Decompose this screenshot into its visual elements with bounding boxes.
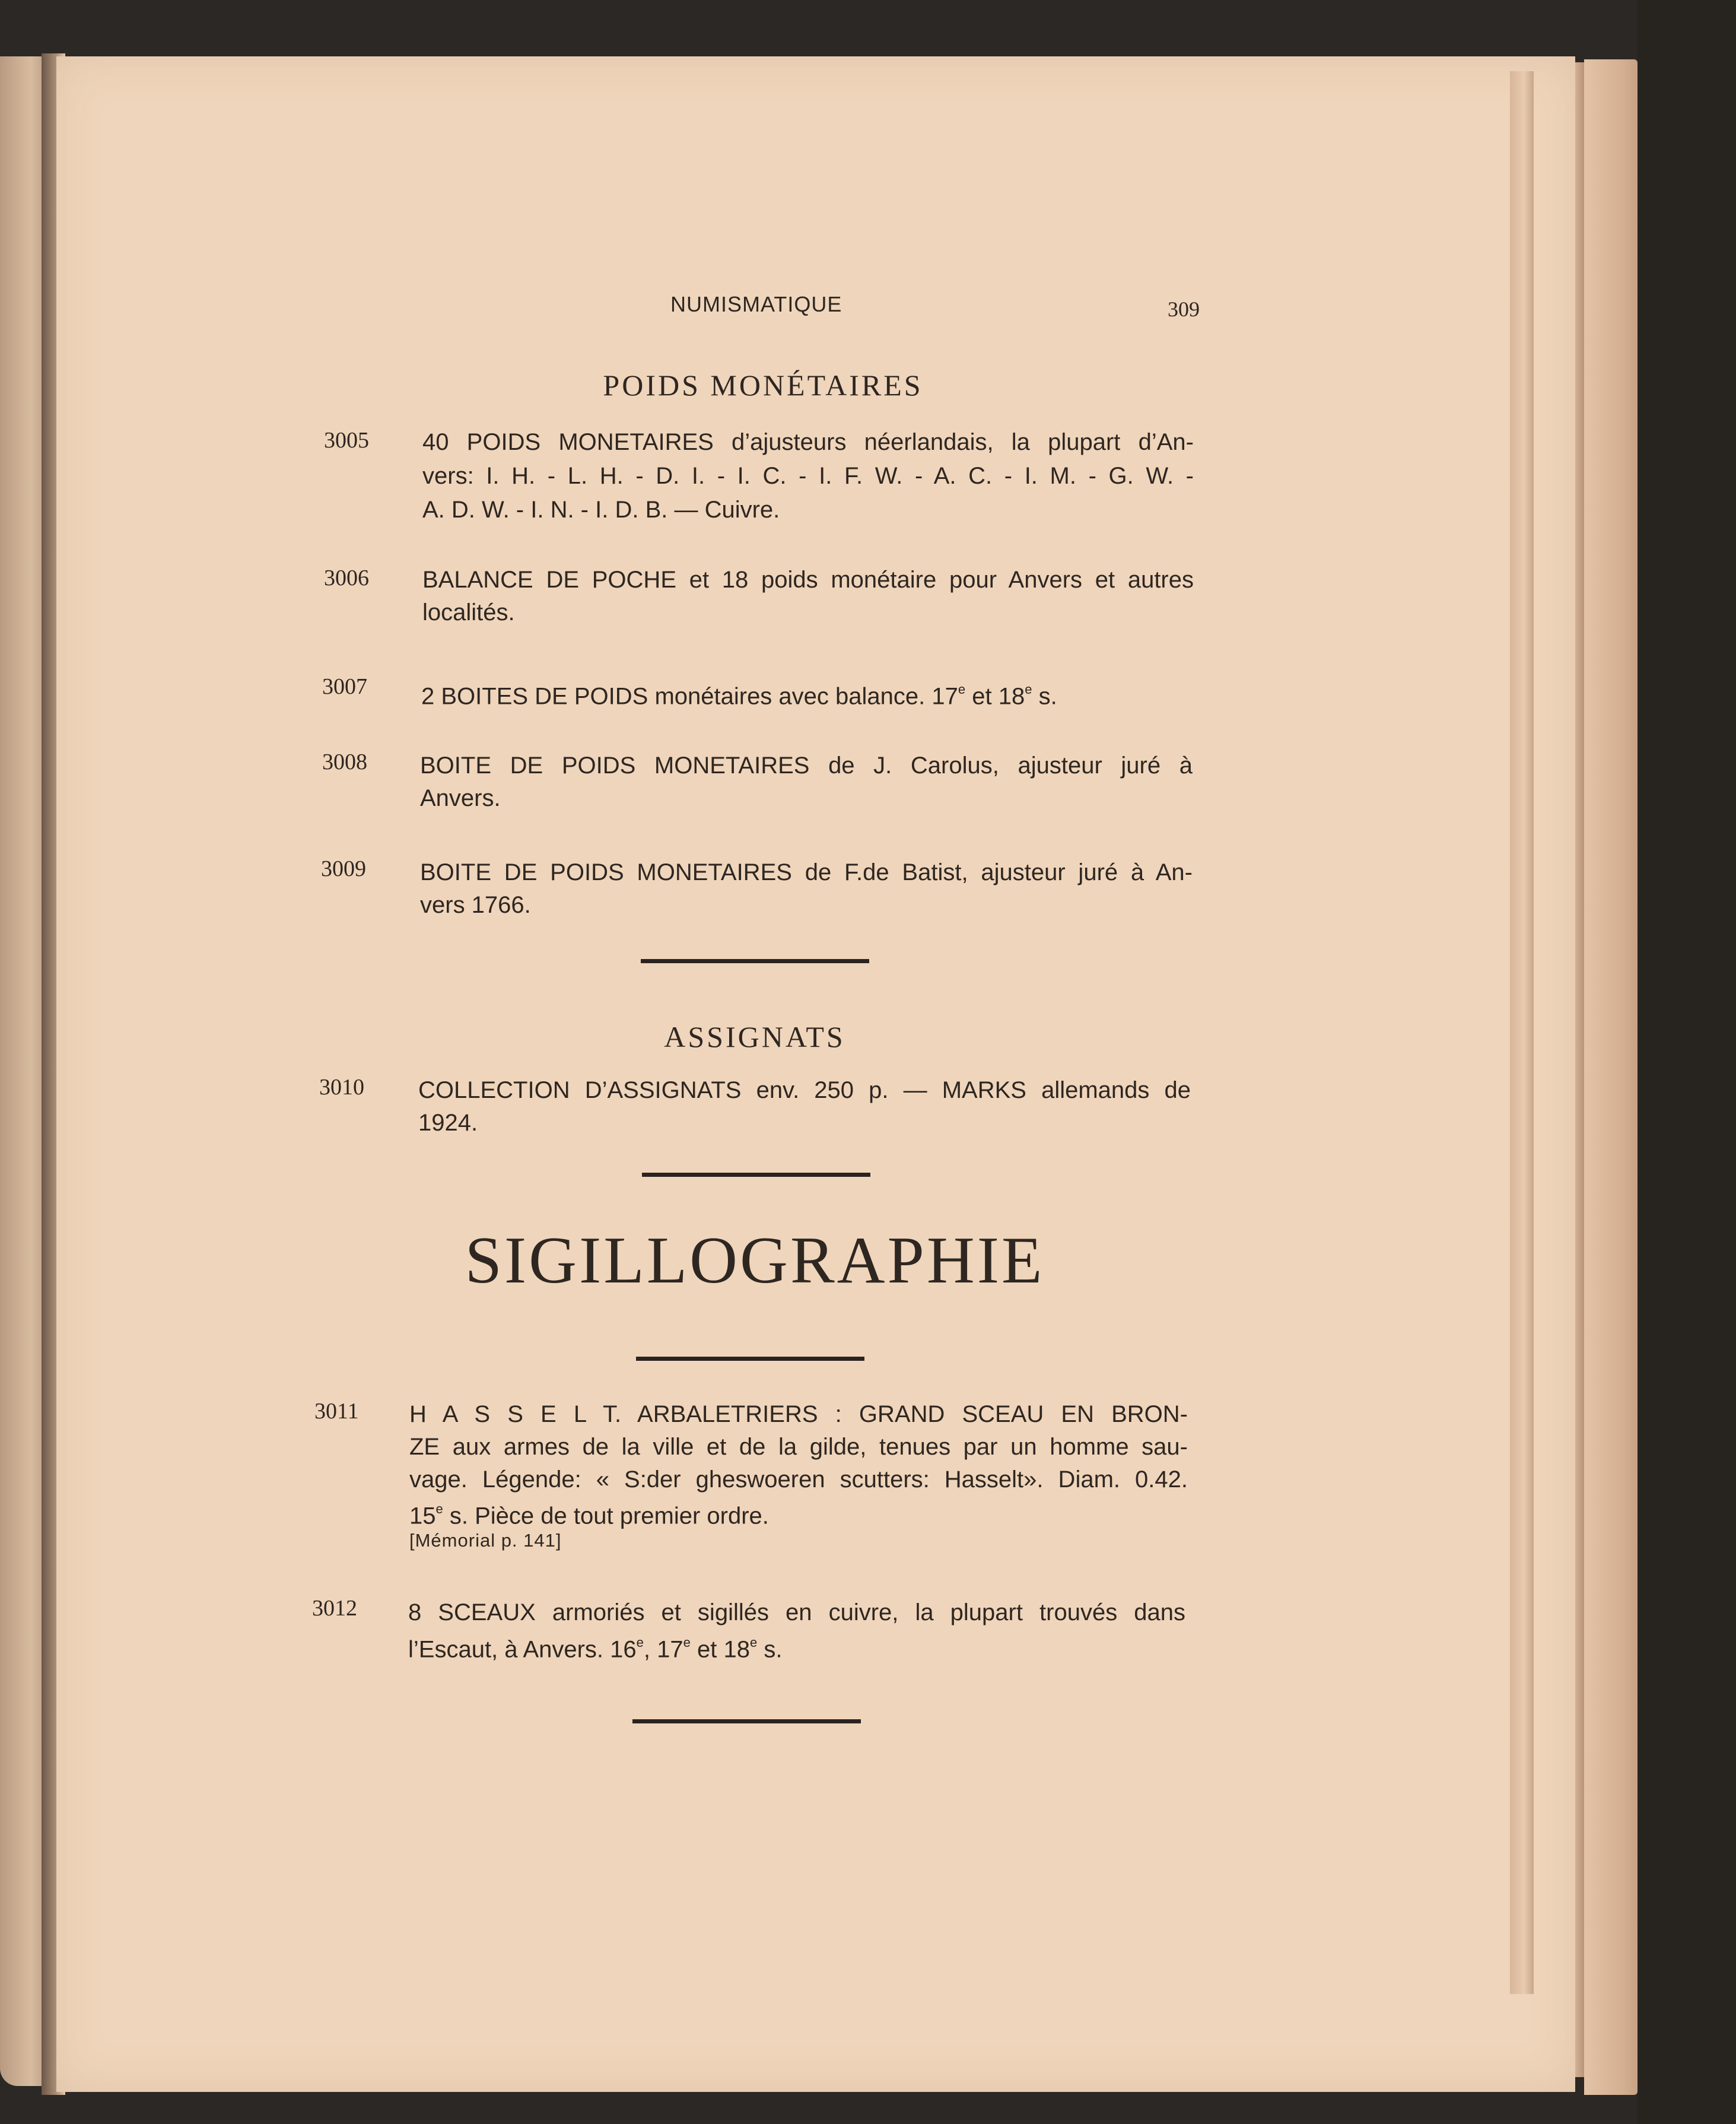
page-edge bbox=[1510, 71, 1534, 1994]
entry-text-line: BOITE DE POIDS MONETAIRES de J. Carolus, ajusteur juré à bbox=[420, 753, 1193, 779]
section-title-poids: POIDS MONÉTAIRES bbox=[603, 369, 923, 402]
page bbox=[56, 56, 1575, 2092]
entry-reference-note: [Mémorial p. 141] bbox=[409, 1530, 562, 1551]
entry-text-line: 40 POIDS MONETAIRES d’ajusteurs néerlandais, la plupart d’An- bbox=[422, 429, 1194, 455]
section-divider bbox=[641, 959, 869, 963]
entry-text-line: BALANCE DE POCHE et 18 poids monétaire pour Anvers et autres bbox=[422, 567, 1194, 593]
entry-number: 3009 bbox=[321, 856, 366, 881]
book-cover-edge bbox=[1584, 59, 1638, 2095]
section-divider bbox=[636, 1357, 864, 1361]
entry-number: 3008 bbox=[322, 750, 367, 774]
entry-number: 3011 bbox=[314, 1399, 359, 1424]
entry-text-line: COLLECTION D’ASSIGNATS env. 250 p. — MARKS allemands de bbox=[418, 1077, 1191, 1103]
entry-text-line: 8 SCEAUX armoriés et sigillés en cuivre, la plupart trouvés dans bbox=[408, 1599, 1185, 1625]
entry-number: 3012 bbox=[312, 1596, 357, 1621]
chapter-title: SIGILLOGRAPHIE bbox=[465, 1224, 1045, 1297]
entry-text-line: 2 BOITES DE POIDS monétaires avec balance. 17e et 18e s. bbox=[421, 682, 1057, 710]
entry-number: 3010 bbox=[319, 1075, 364, 1100]
entry-text-line: 15e s. Pièce de tout premier ordre. bbox=[409, 1501, 769, 1529]
entry-number: 3007 bbox=[322, 674, 367, 699]
entry-text-line: vage. Légende: « S:der gheswoeren scutters: Hasselt». Diam. 0.42. bbox=[409, 1466, 1188, 1493]
entry-text-line: vers 1766. bbox=[420, 892, 531, 918]
entry-text-line: A. D. W. - I. N. - I. D. B. — Cuivre. bbox=[422, 497, 780, 523]
section-divider bbox=[642, 1173, 870, 1177]
entry-text-line: H A S S E L T. ARBALETRIERS : GRAND SCEAU EN BRON- bbox=[409, 1401, 1188, 1427]
entry-text-line: vers: I. H. - L. H. - D. I. - I. C. - I. F. W. - A. C. - I. M. - G. W. - bbox=[422, 463, 1194, 489]
running-header: NUMISMATIQUE bbox=[670, 292, 842, 316]
entry-text-line: localités. bbox=[422, 599, 515, 626]
section-divider bbox=[632, 1719, 861, 1723]
entry-text-line: l’Escaut, à Anvers. 16e, 17e et 18e s. bbox=[408, 1635, 783, 1663]
page-number: 309 bbox=[1168, 297, 1200, 321]
entry-text-line: Anvers. bbox=[420, 785, 501, 811]
entry-text-line: 1924. bbox=[418, 1110, 478, 1136]
entry-number: 3006 bbox=[324, 566, 369, 590]
section-title-assignats: ASSIGNATS bbox=[664, 1020, 845, 1053]
backdrop bbox=[1638, 0, 1736, 2124]
entry-number: 3005 bbox=[324, 428, 369, 453]
entry-text-line: BOITE DE POIDS MONETAIRES de F.de Batist, ajusteur juré à An- bbox=[420, 859, 1193, 885]
entry-text-line: ZE aux armes de la ville et de la gilde, tenues par un homme sau- bbox=[409, 1434, 1188, 1460]
